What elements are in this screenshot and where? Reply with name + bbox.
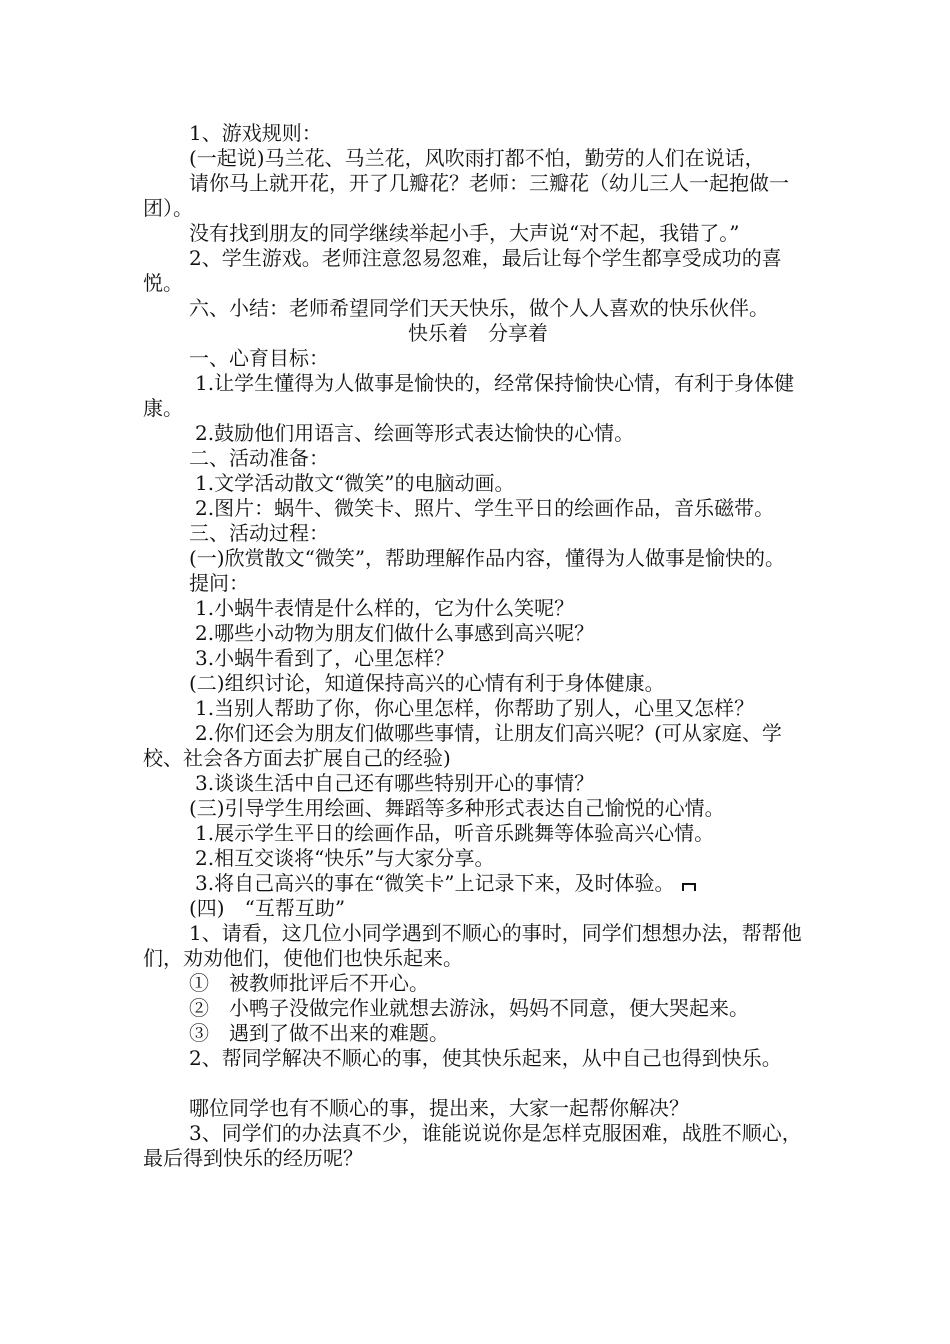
expression-item-3-text: 3.将自己高兴的事在“微笑卡”上记录下来，及时体验。 — [195, 871, 675, 895]
case-3: ③ 遇到了做不出来的难题。 — [189, 1021, 449, 1045]
chant-line-2: 请你马上就开花，开了几瓣花？老师：三瓣花（幼儿三人一起抱做一团）。 — [143, 171, 789, 220]
question-3: 3.小蜗牛看到了，心里怎样？ — [195, 646, 455, 670]
bracket-mark-icon — [681, 880, 697, 892]
help-item-3: 3、同学们的办法真不少，谁能说说你是怎样克服困难，战胜不顺心，最后得到快乐的经历呢？ — [143, 1121, 802, 1170]
prep-item-2: 2.图片：蜗牛、微笑卡、照片、学生平日的绘画作品，音乐磁带。 — [195, 496, 775, 520]
blank-line — [143, 1071, 813, 1096]
chant-line-1: (一起说)马兰花、马兰花，风吹雨打都不怕，勤劳的人们在说话， — [189, 146, 765, 170]
goal-item-1: 1.让学生懂得为人做事是愉快的，经常保持愉快心情，有利于身体健康。 — [143, 371, 795, 420]
question-2: 2.哪些小动物为朋友们做什么事感到高兴呢？ — [195, 621, 595, 645]
goal-item-2: 2.鼓励他们用语言、绘画等形式表达愉快的心情。 — [195, 421, 635, 445]
document-body — [143, 121, 813, 1171]
process-part-2: (二)组织讨论，知道保持高兴的心情有利于身体健康。 — [189, 671, 665, 695]
help-item-1: 1、请看，这几位小同学遇到不顺心的事时，同学们想想办法，帮帮他们，劝劝他们，使他们也快乐起来。 — [143, 921, 802, 970]
process-part-3: (三)引导学生用绘画、舞蹈等多种形式表达自己愉悦的心情。 — [189, 796, 725, 820]
section-goals-heading: 一、心育目标： — [189, 346, 329, 370]
help-item-2: 2、帮同学解决不顺心的事，使其快乐起来，从中自己也得到快乐。 — [189, 1046, 782, 1070]
expression-item-3 — [143, 871, 813, 896]
expression-item-2: 2.相互交谈将“快乐”与大家分享。 — [195, 846, 495, 870]
no-friend-line: 没有找到朋友的同学继续举起小手，大声说“对不起，我错了。” — [189, 221, 740, 245]
case-1: ① 被教师批评后不开心。 — [189, 971, 429, 995]
summary-line: 六、小结：老师希望同学们天天快乐，做个人人喜欢的快乐伙伴。 — [189, 296, 769, 320]
process-part-4: (四) “互帮互助” — [189, 896, 346, 920]
game-rules-heading: 1、游戏规则： — [189, 121, 322, 145]
questions-heading: 提问： — [189, 571, 249, 595]
expression-item-1: 1.展示学生平日的绘画作品，听音乐跳舞等体验高兴心情。 — [195, 821, 715, 845]
help-question: 哪位同学也有不顺心的事，提出来，大家一起帮你解决？ — [189, 1096, 689, 1120]
discussion-item-3: 3.谈谈生活中自己还有哪些特别开心的事情？ — [195, 771, 595, 795]
section-prep-heading: 二、活动准备： — [189, 446, 329, 470]
discussion-item-1: 1.当别人帮助了你，你心里怎样，你帮助了别人，心里又怎样？ — [195, 696, 755, 720]
case-2: ② 小鸭子没做完作业就想去游泳，妈妈不同意，便大哭起来。 — [189, 996, 749, 1020]
student-game-line: 2、学生游戏。老师注意忽易忽难，最后让每个学生都享受成功的喜悦。 — [143, 246, 782, 295]
section-process-heading: 三、活动过程： — [189, 521, 329, 545]
question-1: 1.小蜗牛表情是什么样的，它为什么笑呢？ — [195, 596, 575, 620]
discussion-item-2: 2.你们还会为朋友们做哪些事情，让朋友们高兴呢？(可从家庭、学校、社会各方面去扩展自己的经验) — [143, 721, 782, 770]
prep-item-1: 1.文学活动散文“微笑”的电脑动画。 — [195, 471, 515, 495]
lesson-title: 快乐着 分享着 — [408, 321, 548, 345]
process-part-1: (一)欣赏散文“微笑”，帮助理解作品内容，懂得为人做事是愉快的。 — [189, 546, 786, 570]
